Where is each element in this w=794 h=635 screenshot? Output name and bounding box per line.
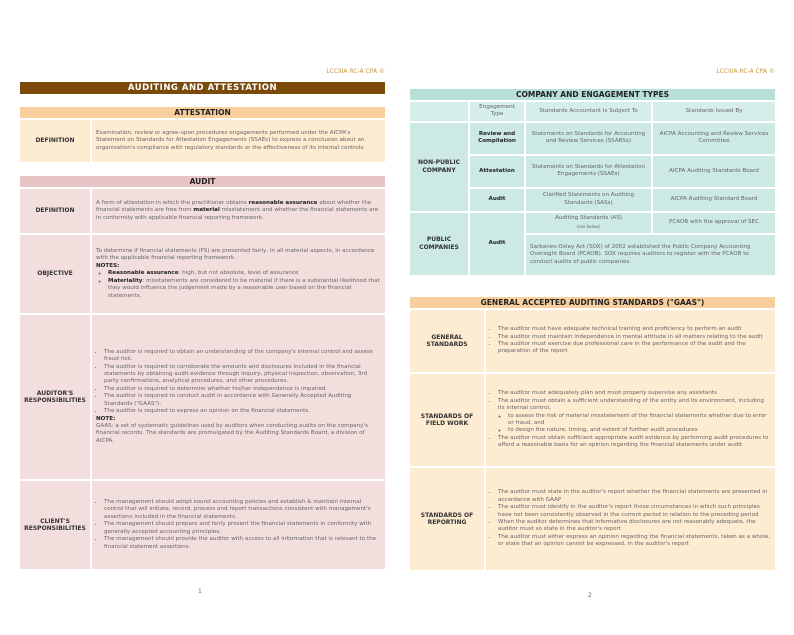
auditor-responsibilities-label: AUDITOR'S RESPONSIBILITIES (20, 315, 92, 479)
page-number: 1 (198, 588, 202, 595)
table-row: Sarbanes-Oxley Act (SOX) of 2002 established the Public Company Accounting Oversight Board (PCAOB). SOX requires auditors to register with the PCAOB to conduct audits of public companies. (410, 235, 775, 275)
table-row: PUBLIC COMPANIES Audit Auditing Standards (AS) (see below) PCAOB with the approval of SEC (410, 213, 775, 233)
page-number: 2 (588, 592, 592, 599)
gaas-title: GENERAL ACCEPTED AUDITING STANDARDS ("GAAS") (410, 297, 775, 308)
table-row: NON-PUBLIC COMPANY Review and Compilation Statements on Standards for Accounting and Review Services (SSARSs) AICPA Accounting and Review Services Committee (410, 123, 775, 154)
col-issued-by: Standards Issued By (653, 102, 775, 121)
reporting-standards: • The auditor must state in the auditor's report whether the financial statements are presented in accordance with GAAP • The auditor must identify in the auditor's report those circumstances in which such principles have not been consistently observed in the current period in relation to the preceding period • When the auditor determines that informative disclosures are not reasonably adequate, the auditor must so state in the auditor's report • The auditor must either express an opinion regarding the financial statements, taken as a whole, or state that an opinion cannot be expressed, in the auditor's report (486, 468, 775, 570)
company-engagement-table (408, 89, 777, 277)
audit-definition: A form of attestation in which the practitioner obtains reasonable assurance about whether the financial statements are free from material misstatement and whether the financial statements are in conformity with applicable financial reporting framework. (92, 189, 385, 233)
non-public-label: NON-PUBLIC COMPANY (410, 123, 468, 211)
page-title: AUDITING AND ATTESTATION (20, 82, 385, 94)
attestation-section (20, 107, 385, 164)
objective-label: OBJECTIVE (20, 235, 92, 313)
attestation-heading: ATTESTATION (20, 107, 385, 118)
public-label: PUBLIC COMPANIES (410, 213, 468, 275)
general-standards-label: GENERAL STANDARDS (410, 310, 486, 372)
col-standards: Standards Accountant Is Subject To (526, 102, 651, 121)
definition-label: DEFINITION (20, 120, 92, 162)
attestation-definition: Examination, review or agree-upon procedures engagements performed under the AICPA's Statement on Standards for Attestation Engagements (SSAEs) to express a conclusion about an organization's compliance with regulatory standards or the effectiveness of its internal controls. (92, 120, 385, 162)
general-standards: • The auditor must have adequate technical training and proficiency to perform an audit • The auditor must maintain independence in mental attitude in all matters relating to the audit • The auditor must exercise due professional care in the performance of the audit and the preparation of the report (486, 310, 775, 372)
field-work-standards: • The auditor must adequately plan and must properly supervise any assistants • The auditor must obtain a sufficient understanding of the entity and its environment, including its internal control, ◦ to assess the risk of material misstatement of the financial statements whether due to error or fraud, and ◦ to design the nature, timing, and extent of further audit procedures • The auditor must obtain sufficient appropriate audit evidence by performing audit procedures to afford a reasonable basis for an opinion regarding the financial statements under audit (486, 374, 775, 466)
table-row: Audit Clarified Statements on Auditing Standards (SASs) AICPA Auditing Standard Board (410, 189, 775, 211)
reporting-label: STANDARDS OF REPORTING (410, 468, 486, 570)
table-row: Attestation Statements on Standards for Attestation Engagements (SSAEs) AICPA Auditing Standards Board (410, 156, 775, 187)
audit-definition-label: DEFINITION (20, 189, 92, 233)
objective: To determine if financial statements (FS) are presented fairly, in all material aspects, in accordance with the applicable financial reporting framework. NOTES: ◦ Reasonable assurance: high, but not absolute, level of assurance ◦ Materiality: misstatements are considered to be material if there is a substantial likelihood that they would influence the judgement made by a reasonable user based on the financial statements. (92, 235, 385, 313)
company-table-title: COMPANY AND ENGAGEMENT TYPES (410, 89, 775, 100)
field-work-label: STANDARDS OF FIELD WORK (410, 374, 486, 466)
client-responsibilities: • The management should adopt sound accounting policies and establish & maintain internal control that will initiate, record, process and report transactions consistent with management's assertions included in the financial statements. • The management should prepare and fairly present the financial statements in conformity with generally accepted accounting principles. • The management should provide the auditor with access to all information that is relevant to the financial statement assertions. (92, 481, 385, 569)
gaas-section (410, 297, 775, 572)
audit-heading: AUDIT (20, 176, 385, 187)
col-engagement-type: Engagement Type (470, 102, 524, 121)
audit-section (20, 176, 385, 571)
header-mark: LCCIIIA RC-A CPA © (326, 68, 385, 75)
client-responsibilities-label: CLIENT'S RESPONSIBILITIES (20, 481, 92, 569)
auditor-responsibilities: • The auditor is required to obtain an understanding of the company's internal control and assess fraud risk. • The auditor is required to corroborate the amounts and disclosures included in the financial statements by obtaining audit evidence through inquiry, physical inspection, observation, 3rd party confirmations, analytical procedures, and other procedures. • The auditor is required to determine whether his/her independence is impaired. • The auditor is required to conduct audit in accordance with Generally Accepted Auditing Standards ("GAAS"). • The auditor is required to express an opinion on the financial statements. NOTE: GAAS: a set of systematic guidelines used by auditors when conducting audits on the company's financial records. The standards are promulgated by the Auditing Standards Board, a division of AICPA. (92, 315, 385, 479)
header-mark: LCCIIIA RC-A CPA © (716, 68, 775, 75)
